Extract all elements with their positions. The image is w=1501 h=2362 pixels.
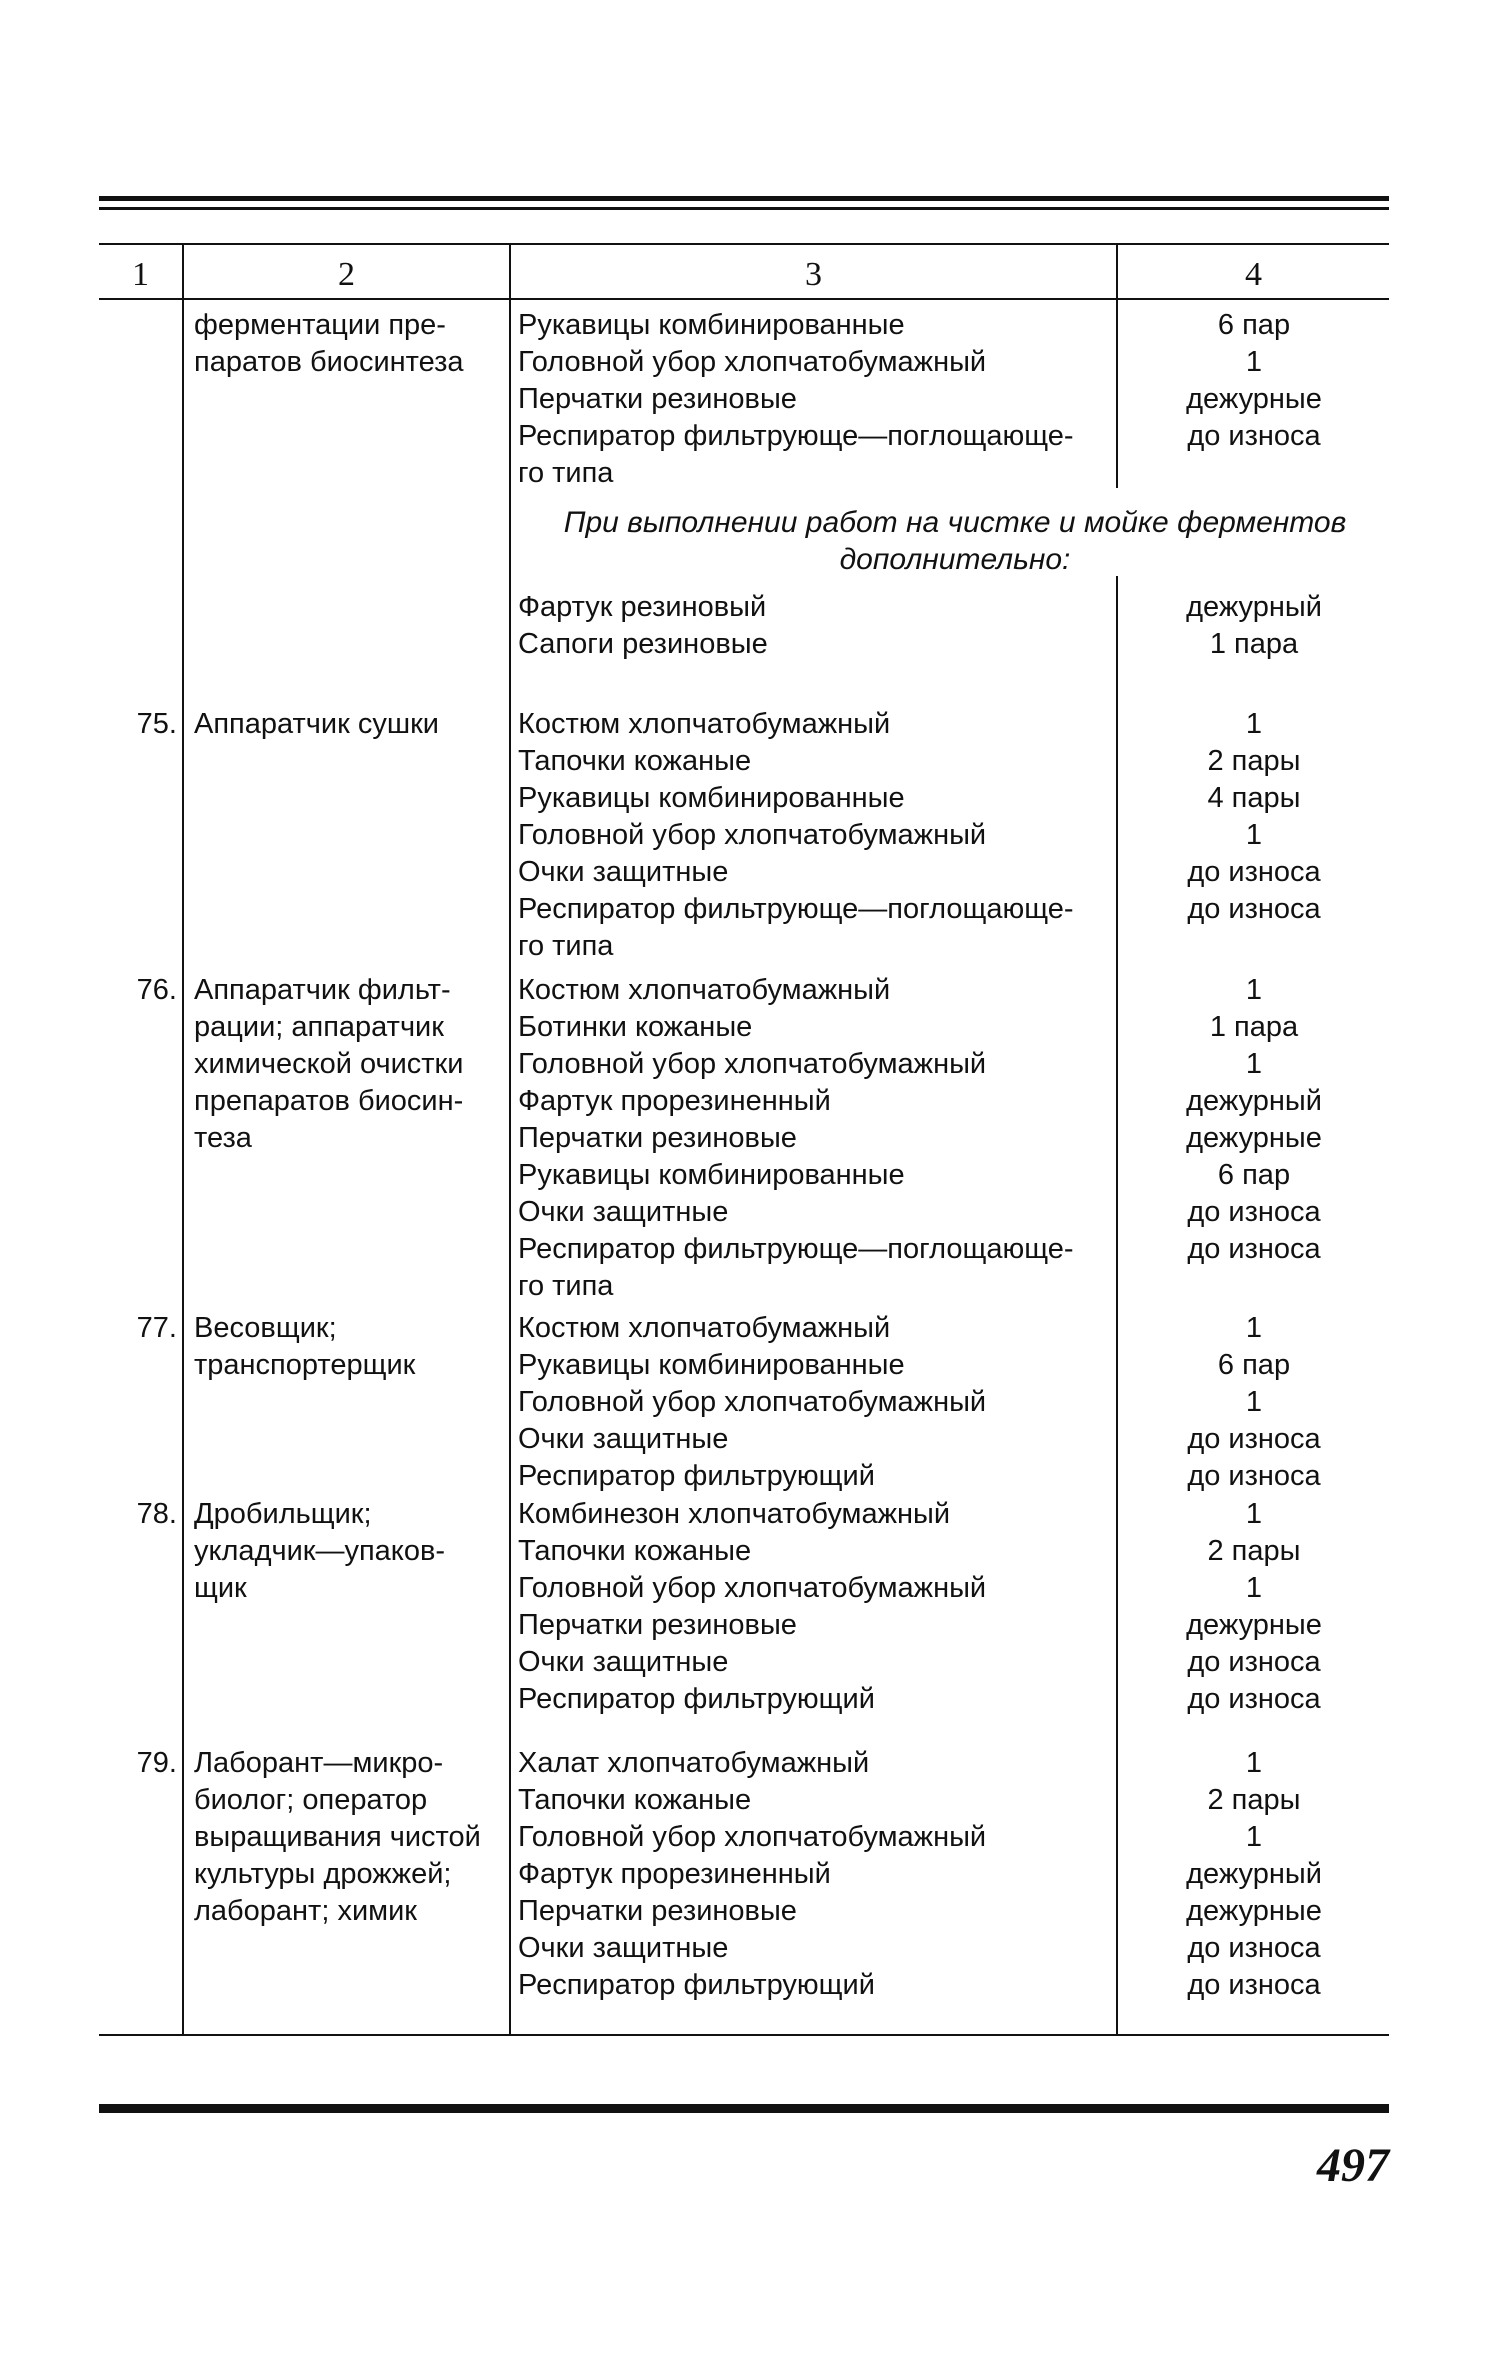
header-col-1: 1	[132, 256, 149, 293]
norm-line: 4 пары	[1207, 782, 1301, 814]
job-line: Дробильщик;	[194, 1498, 372, 1530]
job-line: препаратов биосин-	[194, 1085, 464, 1117]
item-line: Головной убор хлопчатобумажный	[518, 1386, 987, 1418]
norm-line: до износа	[1187, 893, 1321, 925]
item-line: Ботинки кожаные	[518, 1011, 753, 1043]
column-divider-2	[509, 243, 511, 2035]
item-line: Костюм хлопчатобумажный	[518, 974, 891, 1006]
row-number-79: 79.	[136, 1747, 177, 1779]
job-line: укладчик—упаков-	[194, 1535, 446, 1567]
item-line: Очки защитные	[518, 1646, 729, 1678]
item-line: Халат хлопчатобумажный	[518, 1747, 870, 1779]
table-bottom-border	[99, 2034, 1389, 2036]
job-line: рации; аппаратчик	[194, 1011, 444, 1043]
note-line: При выполнении работ на чистке и мойке ферментов	[563, 506, 1347, 539]
norm-line: 6 пар	[1217, 1349, 1291, 1381]
item-line: Тапочки кожаные	[518, 1784, 752, 1816]
norm-line: 6 пар	[1217, 1159, 1291, 1191]
row-job-78	[194, 1496, 504, 1607]
norm-line: 1 пара	[1209, 1011, 1299, 1043]
continuation-extra-items	[518, 589, 1118, 663]
norm-line: дежурный	[1186, 1085, 1322, 1117]
norm-line: до износа	[1187, 1646, 1321, 1678]
row-norms-77	[1122, 1310, 1386, 1495]
item-line: Головной убор хлопчатобумажный	[518, 346, 987, 378]
item-line: Перчатки резиновые	[518, 1122, 797, 1154]
norm-line: 1	[1245, 1386, 1263, 1418]
norm-line: 1	[1245, 1498, 1263, 1530]
job-line: транспортерщик	[194, 1349, 416, 1381]
job-line: биолог; оператор	[194, 1784, 428, 1816]
item-line: Респиратор фильтрующе—поглощающе-	[518, 1233, 1074, 1265]
norm-line: до износа	[1187, 1683, 1321, 1715]
item-line: Рукавицы комбинированные	[518, 1349, 905, 1381]
item-line: Перчатки резиновые	[518, 383, 797, 415]
page-number: 497	[1317, 2139, 1389, 2192]
top-rule-thin	[99, 207, 1389, 210]
job-line: химической очистки	[194, 1048, 464, 1080]
job-line: щик	[194, 1572, 247, 1604]
item-line: Респиратор фильтрующе—поглощающе-	[518, 893, 1074, 925]
item-line: Респиратор фильтрующий	[518, 1683, 875, 1715]
norm-line: 1	[1245, 974, 1263, 1006]
continuation-norms	[1122, 307, 1386, 455]
norm-line: 1 пара	[1209, 628, 1299, 660]
continuation-items	[518, 307, 1118, 492]
item-line: Тапочки кожаные	[518, 745, 752, 777]
item-line: Рукавицы комбинированные	[518, 1159, 905, 1191]
continuation-job	[194, 307, 504, 381]
row-norms-75	[1122, 706, 1386, 928]
norm-line: до износа	[1187, 1969, 1321, 2001]
item-line: Костюм хлопчатобумажный	[518, 708, 891, 740]
norm-line: до износа	[1187, 1196, 1321, 1228]
item-line: Перчатки резиновые	[518, 1895, 797, 1927]
row-norms-78	[1122, 1496, 1386, 1718]
row-number-76: 76.	[136, 974, 177, 1006]
row-items-78	[518, 1496, 1118, 1718]
table-top-border	[99, 243, 1389, 245]
item-line: Головной убор хлопчатобумажный	[518, 819, 987, 851]
norm-line: дежурные	[1186, 1895, 1322, 1927]
item-line: Фартук прорезиненный	[518, 1858, 831, 1890]
continuation-extra-norms	[1122, 589, 1386, 663]
job-line: теза	[194, 1122, 252, 1154]
row-job-76	[194, 972, 504, 1157]
job-line: Аппаратчик фильт-	[194, 974, 451, 1006]
norm-line: 2 пары	[1207, 745, 1301, 777]
item-line: Костюм хлопчатобумажный	[518, 1312, 891, 1344]
job-line: лаборант; химик	[194, 1895, 417, 1927]
bottom-rule	[99, 2104, 1389, 2113]
norm-line: 6 пар	[1217, 309, 1291, 341]
norm-line: 1	[1245, 1048, 1263, 1080]
norm-line: дежурные	[1186, 1609, 1322, 1641]
item-line: Очки защитные	[518, 856, 729, 888]
row-norms-76	[1122, 972, 1386, 1268]
item-line: Респиратор фильтрующий	[518, 1460, 875, 1492]
norm-line: 1	[1245, 1572, 1263, 1604]
job-line: Весовщик;	[194, 1312, 337, 1344]
norm-line: 1	[1245, 1312, 1263, 1344]
norm-line: 2 пары	[1207, 1535, 1301, 1567]
job-line: выращивания чистой	[194, 1821, 481, 1853]
norm-line: 1	[1245, 819, 1263, 851]
norm-line: 1	[1245, 1821, 1263, 1853]
norm-line: до износа	[1187, 1932, 1321, 1964]
header-col-4: 4	[1245, 256, 1262, 293]
job-line: Аппаратчик сушки	[194, 708, 439, 740]
item-line: Головной убор хлопчатобумажный	[518, 1572, 987, 1604]
item-line: Очки защитные	[518, 1932, 729, 1964]
item-line: Фартук резиновый	[518, 591, 767, 623]
row-job-75	[194, 706, 504, 743]
job-line: Лаборант—микро-	[194, 1747, 444, 1779]
row-number-75: 75.	[136, 708, 177, 740]
item-line: Фартук прорезиненный	[518, 1085, 831, 1117]
item-line: Респиратор фильтрующе—поглощающе-	[518, 420, 1074, 452]
header-col-2: 2	[338, 256, 355, 293]
item-line: Респиратор фильтрующий	[518, 1969, 875, 2001]
norm-line: 1	[1245, 708, 1263, 740]
norm-line: дежурные	[1186, 383, 1322, 415]
note-line: дополнительно:	[839, 543, 1071, 576]
norm-line: до износа	[1187, 1233, 1321, 1265]
norm-line: до износа	[1187, 1460, 1321, 1492]
job-line: паратов биосинтеза	[194, 346, 464, 378]
item-line: Рукавицы комбинированные	[518, 309, 905, 341]
norm-line: до износа	[1187, 856, 1321, 888]
item-line: Головной убор хлопчатобумажный	[518, 1048, 987, 1080]
row-job-77	[194, 1310, 504, 1384]
item-line: го типа	[518, 1270, 614, 1302]
norm-line: 1	[1245, 346, 1263, 378]
top-rule-thick	[99, 196, 1389, 201]
note-additional	[520, 504, 1390, 578]
item-line: Перчатки резиновые	[518, 1609, 797, 1641]
job-line: культуры дрожжей;	[194, 1858, 452, 1890]
item-line: Головной убор хлопчатобумажный	[518, 1821, 987, 1853]
row-job-79	[194, 1745, 504, 1930]
row-number-78: 78.	[136, 1498, 177, 1530]
row-items-79	[518, 1745, 1118, 2004]
norm-line: 1	[1245, 1747, 1263, 1779]
norm-line: дежурный	[1186, 591, 1322, 623]
row-items-75	[518, 706, 1118, 965]
norm-line: до износа	[1187, 1423, 1321, 1455]
norm-line: дежурный	[1186, 1858, 1322, 1890]
item-line: Тапочки кожаные	[518, 1535, 752, 1567]
job-line: ферментации пре-	[194, 309, 446, 341]
item-line: Комбинезон хлопчатобумажный	[518, 1498, 951, 1530]
item-line: Рукавицы комбинированные	[518, 782, 905, 814]
item-line: Очки защитные	[518, 1196, 729, 1228]
item-line: го типа	[518, 457, 614, 489]
norm-line: дежурные	[1186, 1122, 1322, 1154]
item-line: Сапоги резиновые	[518, 628, 768, 660]
column-divider-1	[182, 243, 184, 2035]
row-number-77: 77.	[136, 1312, 177, 1344]
header-col-3: 3	[805, 256, 822, 293]
row-items-76	[518, 972, 1118, 1305]
item-line: Очки защитные	[518, 1423, 729, 1455]
row-norms-79	[1122, 1745, 1386, 2004]
norm-line: до износа	[1187, 420, 1321, 452]
item-line: го типа	[518, 930, 614, 962]
row-items-77	[518, 1310, 1118, 1495]
norm-line: 2 пары	[1207, 1784, 1301, 1816]
header-bottom-border	[99, 298, 1389, 300]
